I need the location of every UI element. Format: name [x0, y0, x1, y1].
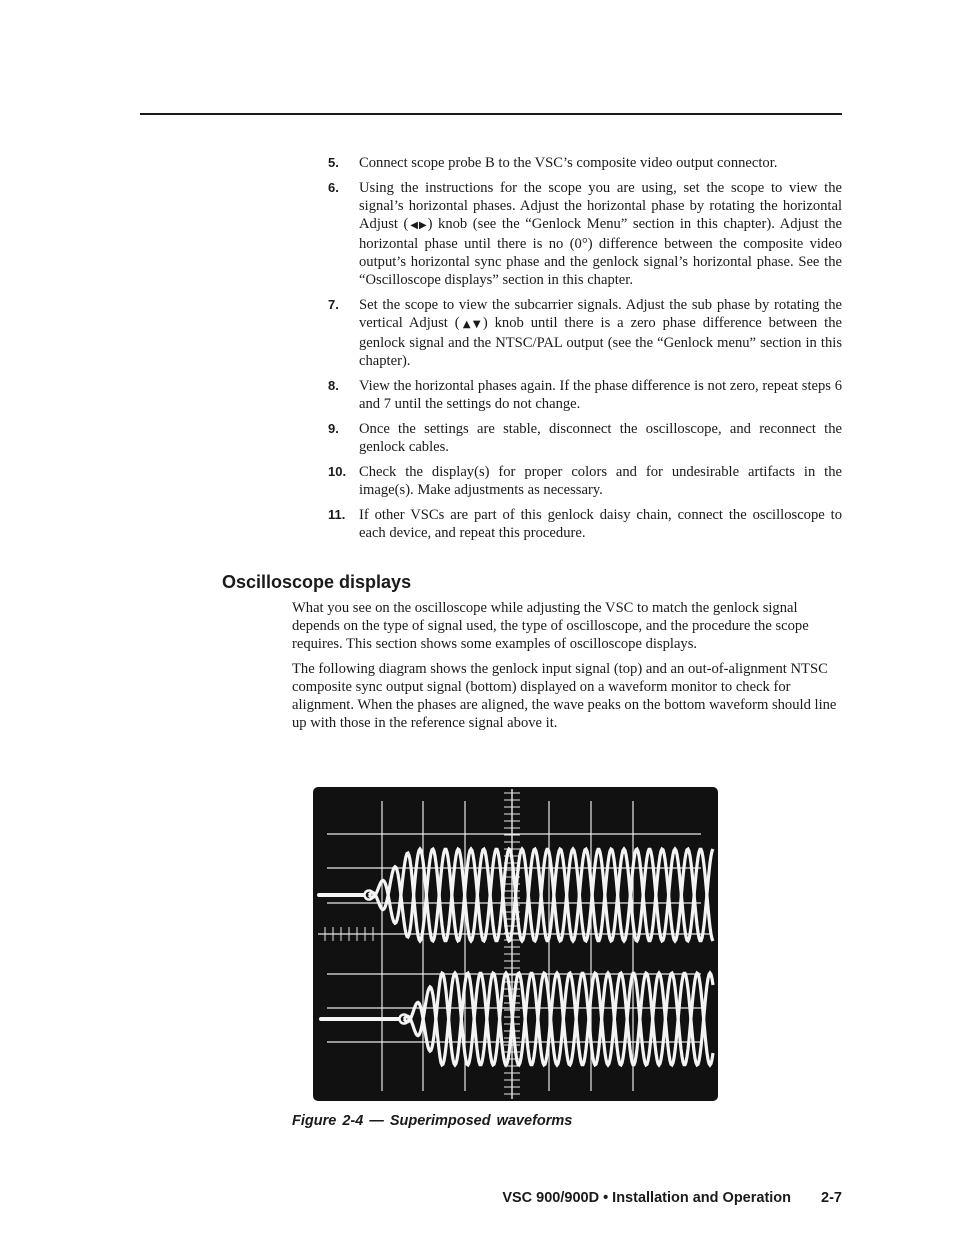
step-text: Once the settings are stable, disconnect the oscilloscope, and reconnect the genlock cables.: [359, 421, 842, 455]
step-5: [328, 154, 842, 172]
step-6: [328, 179, 842, 289]
step-text-b: ) knob (see the “Genlock Menu” section in this chapter). Adjust the horizontal phase until there is no (0°) difference between the composite video output’s horizontal sync phase and the genlock signal’s horizontal phase. See the “Oscilloscope displays” section in this chapter.: [359, 216, 842, 288]
step-text: Connect scope probe B to the VSC’s composite video output connector.: [359, 155, 778, 171]
figure-caption: Figure 2-4 — Superimposed waveforms: [292, 1113, 573, 1129]
step-8: [328, 377, 842, 413]
oscilloscope-screen: [313, 787, 718, 1101]
step-number: 11.: [328, 507, 346, 522]
step-7: [328, 296, 842, 370]
step-text: Check the display(s) for proper colors and for undesirable artifacts in the image(s). Make adjustments as necessary.: [359, 464, 842, 498]
step-11: [328, 506, 842, 542]
up-down-arrows-icon: ▲▼: [459, 319, 483, 330]
footer-title: VSC 900/900D • Installation and Operation: [502, 1190, 792, 1206]
step-10: [328, 463, 842, 499]
step-text-a: Set the scope to view the subcarrier signals. Adjust the sub phase by rotating the vertical Adjust (: [359, 297, 842, 331]
paragraph: The following diagram shows the genlock input signal (top) and an out-of-alignment NTSC composite sync output signal (bottom) displayed on a waveform monitor to check for alignment. When the phases are aligned, the wave peaks on the bottom waveform should line up with those in the reference signal above it.: [292, 661, 837, 731]
procedure-steps: [328, 154, 842, 549]
step-text-a: Using the instructions for the scope you are using, set the scope to view the signal’s horizontal phases. Adjust the horizontal phase by rotating the horizontal Adjust (: [359, 180, 842, 232]
page-number: 2-7: [821, 1190, 842, 1206]
step-number: 5.: [328, 155, 339, 170]
step-number: 8.: [328, 378, 339, 393]
step-text: View the horizontal phases again. If the phase difference is not zero, repeat steps 6 and 7 until the settings do not change.: [359, 378, 842, 412]
step-9: [328, 420, 842, 456]
paragraph: What you see on the oscilloscope while adjusting the VSC to match the genlock signal depends on the type of signal used, the type of oscilloscope, and the procedure the scope requires. This section shows some examples of oscilloscope displays.: [292, 600, 809, 652]
section-body: [292, 599, 838, 739]
step-text: If other VSCs are part of this genlock daisy chain, connect the oscilloscope to each device, and repeat this procedure.: [359, 507, 842, 541]
oscilloscope-figure: [313, 787, 718, 1101]
step-number: 9.: [328, 421, 339, 436]
page-footer: [502, 1190, 842, 1206]
step-text-b: ) knob until there is a zero phase difference between the genlock signal and the NTSC/PAL output (see the “Genlock menu” section in this chapter).: [359, 315, 842, 369]
step-number: 6.: [328, 180, 339, 195]
header-rule: [140, 113, 842, 115]
left-right-arrows-icon: ◀▶: [408, 220, 428, 231]
step-number: 10.: [328, 464, 347, 479]
section-heading: Oscilloscope displays: [222, 572, 412, 592]
step-number: 7.: [328, 297, 339, 312]
